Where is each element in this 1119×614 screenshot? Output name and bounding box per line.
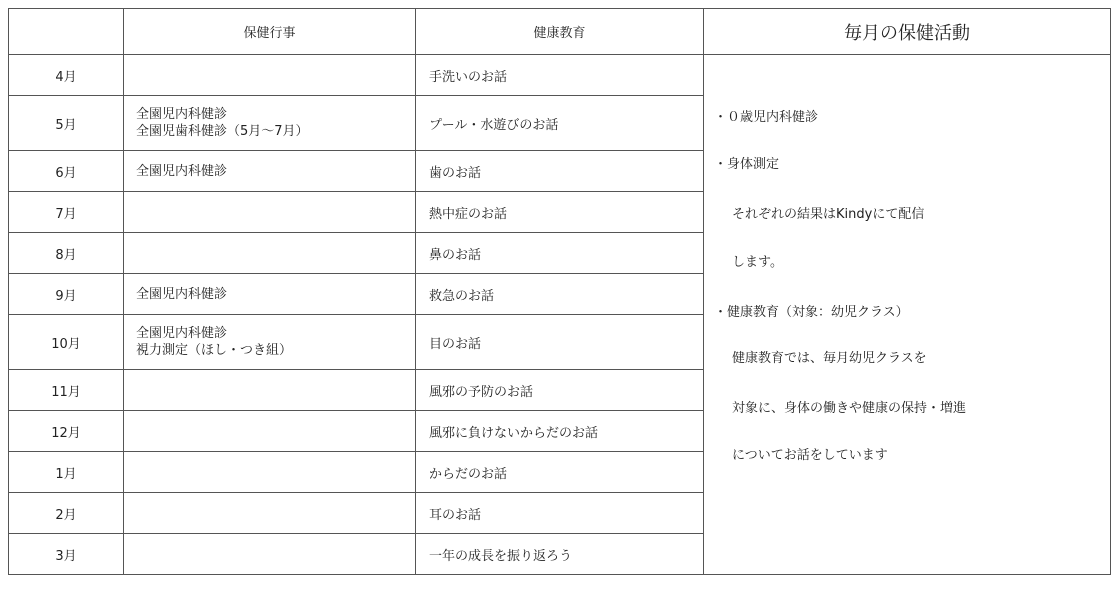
activity-line: ・０歳児内科健診 — [714, 110, 819, 125]
month-column-header — [9, 9, 124, 55]
activity-line: それぞれの結果はKindyにて配信 — [732, 207, 925, 222]
health-education-cell: 鼻のお話 — [416, 233, 704, 274]
month-cell: 5月 — [9, 96, 124, 151]
monthly-activities-cell — [704, 55, 1111, 575]
health-event-text: 全園児内科健診 — [136, 107, 228, 122]
month-cell: 11月 — [9, 370, 124, 411]
month-cell: 6月 — [9, 151, 124, 192]
health-event-cell — [124, 151, 416, 192]
education-column-header: 健康教育 — [416, 9, 704, 55]
health-event-cell — [124, 55, 416, 96]
activity-line: についてお話をしています — [732, 448, 888, 463]
health-event-text: 全園児内科健診 — [136, 286, 228, 302]
month-cell: 10月 — [9, 315, 124, 370]
activity-line: ・健康教育（対象：幼児クラス） — [714, 305, 909, 320]
month-cell: 12月 — [9, 411, 124, 452]
health-education-cell: 耳のお話 — [416, 493, 704, 534]
health-event-cell — [124, 493, 416, 534]
activity-line: 健康教育では、毎月幼児クラスを — [732, 351, 927, 366]
health-event-text: 全園児内科健診 — [136, 163, 228, 179]
health-event-cell — [124, 274, 416, 315]
health-education-cell: 風邪の予防のお話 — [416, 370, 704, 411]
health-education-cell: からだのお話 — [416, 452, 704, 493]
health-education-cell: プール・水遊びのお話 — [416, 96, 704, 151]
health-education-cell: 一年の成長を振り返ろう — [416, 534, 704, 575]
health-education-cell: 救急のお話 — [416, 274, 704, 315]
activities-column-header: 毎月の保健活動 — [704, 9, 1111, 55]
health-event-cell — [124, 452, 416, 493]
health-event-text: 全園児内科健診 — [136, 326, 228, 341]
health-event-cell — [124, 370, 416, 411]
month-cell: 7月 — [9, 192, 124, 233]
health-event-cell — [124, 192, 416, 233]
month-cell: 8月 — [9, 233, 124, 274]
health-education-cell: 歯のお話 — [416, 151, 704, 192]
activity-line: ・身体測定 — [714, 157, 780, 172]
health-schedule-table — [8, 8, 1111, 575]
health-education-cell: 目のお話 — [416, 315, 704, 370]
schedule-body — [9, 55, 1111, 575]
health-event-cell — [124, 411, 416, 452]
header-row — [9, 9, 1111, 55]
month-cell: 1月 — [9, 452, 124, 493]
table-row — [9, 55, 1111, 96]
health-event-cell — [124, 96, 416, 151]
month-cell: 3月 — [9, 534, 124, 575]
health-event-text: 全園児歯科健診（5月〜7月） — [136, 124, 309, 139]
health-event-cell — [124, 315, 416, 370]
health-education-cell: 熱中症のお話 — [416, 192, 704, 233]
health-event-text: 視力測定（ほし・つき組） — [136, 343, 293, 358]
activity-line: 対象に、身体の働きや健康の保持・増進 — [732, 401, 967, 416]
health-event-cell — [124, 534, 416, 575]
month-cell: 4月 — [9, 55, 124, 96]
month-cell: 9月 — [9, 274, 124, 315]
health-education-cell: 風邪に負けないからだのお話 — [416, 411, 704, 452]
health-education-cell: 手洗いのお話 — [416, 55, 704, 96]
month-cell: 2月 — [9, 493, 124, 534]
health-event-cell — [124, 233, 416, 274]
events-column-header: 保健行事 — [124, 9, 416, 55]
activity-line: します。 — [732, 255, 783, 270]
